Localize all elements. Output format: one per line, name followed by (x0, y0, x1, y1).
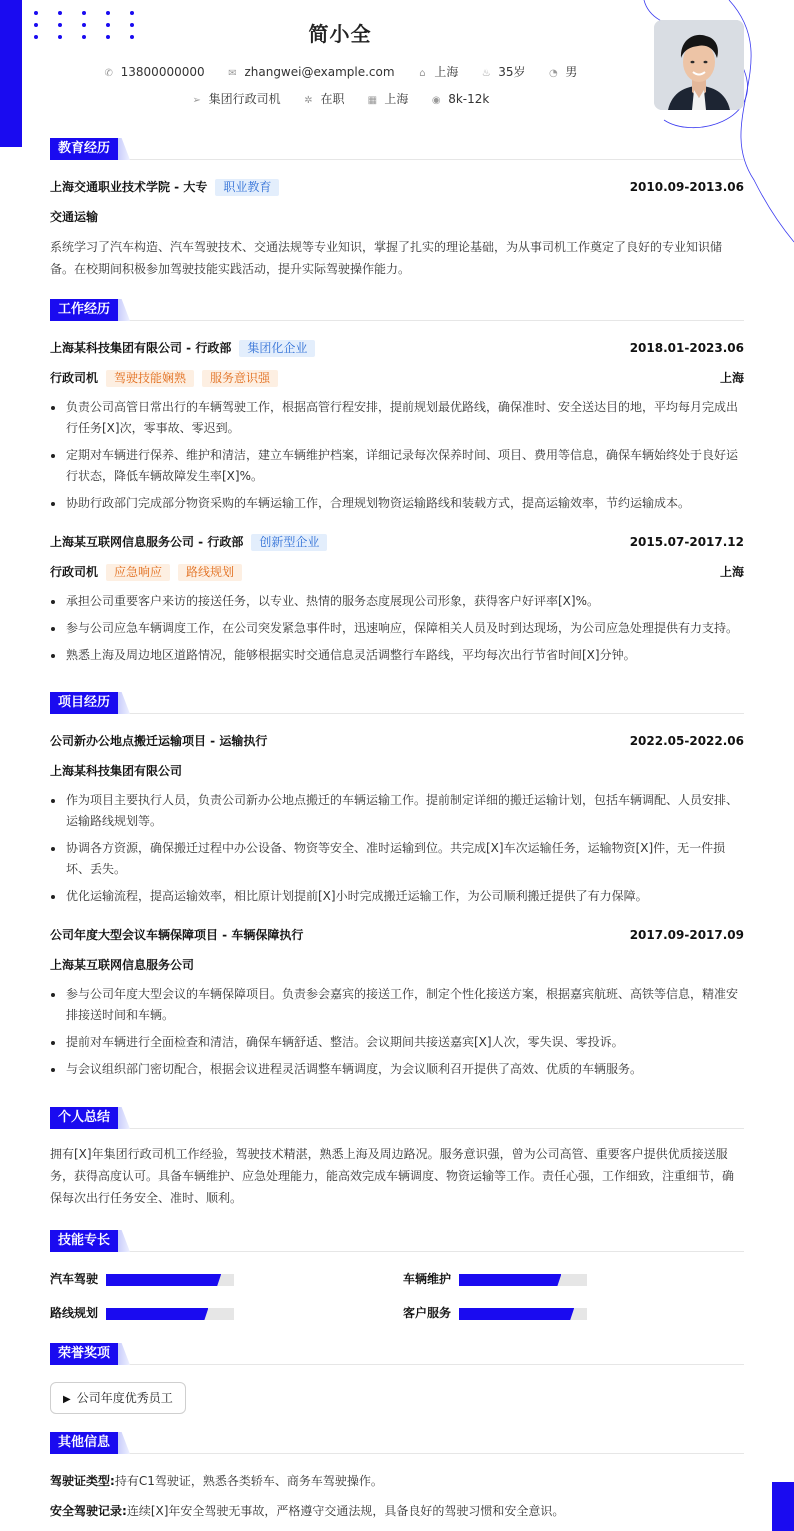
section-summary (50, 1107, 744, 1209)
skill-bar-fill (459, 1274, 561, 1286)
other-item (50, 1500, 744, 1522)
work-bullets (50, 591, 744, 666)
work-entry-1 (50, 337, 744, 520)
candidate-name: 简小全 (308, 22, 372, 46)
job-role: 行政司机 (50, 565, 99, 579)
skill-item (50, 1270, 250, 1288)
project-org: 上海某科技集团有限公司 (50, 764, 183, 778)
section-title-awards: 荣誉奖项 (50, 1343, 744, 1365)
job-role: 行政司机 (50, 371, 99, 385)
section-projects (50, 692, 744, 1076)
skill-bar (106, 1274, 234, 1286)
home-icon: ⌂ (419, 68, 426, 79)
work-entry-2 (50, 531, 744, 672)
section-skills (50, 1230, 744, 1330)
list-item: 承担公司重要客户来访的接送任务，以专业、热情的服务态度展现公司形象，获得客户好评率[X]%。 (50, 591, 744, 612)
skill-tag: 驾驶技能娴熟 (106, 370, 194, 387)
project-name: 公司新办公地点搬迁运输项目 - 运输执行 (50, 734, 268, 748)
school-tag: 职业教育 (215, 179, 279, 196)
company-name: 上海某科技集团有限公司 - 行政部 (50, 341, 232, 355)
education-date: 2010.09-2013.06 (629, 180, 744, 194)
section-title-work: 工作经历 (50, 299, 744, 321)
school-name: 上海交通职业技术学院 - 大专 (50, 180, 208, 194)
contact-gender: ◔ 男 (548, 65, 578, 79)
skill-bar-fill (106, 1274, 221, 1286)
section-title-skills: 技能专长 (50, 1230, 744, 1252)
profile-photo (654, 20, 744, 110)
gender-icon: ◔ (548, 68, 558, 79)
other-key: 安全驾驶记录: (50, 1504, 127, 1518)
skill-name: 路线规划 (50, 1306, 99, 1320)
project-entry-2 (50, 924, 744, 1086)
section-work (50, 299, 744, 662)
project-date: 2022.05-2022.06 (629, 734, 744, 748)
list-item: 作为项目主要执行人员，负责公司新办公地点搬迁的车辆运输工作。提前制定详细的搬迁运输计划，包括车辆调配、人员安排、运输路线规划等。 (50, 790, 744, 832)
section-title-education: 教育经历 (50, 138, 744, 160)
skill-bar (106, 1308, 234, 1320)
major: 交通运输 (50, 210, 99, 224)
skill-tag: 应急响应 (106, 564, 170, 581)
summary-text: 拥有[X]年集团行政司机工作经验，驾驶技术精湛，熟悉上海及周边路况。服务意识强，曾为公司高管、重要客户提供优质接送服务，获得高度认可。具备车辆维护、应急处理能力，能高效完成车辆调度、物资运输等工作。责任心强，工作细致，注重细节，确保每次出行任务安全、准时、顺利。 (50, 1147, 735, 1205)
contact-email: ✉ zhangwei@example.com (228, 65, 395, 79)
skill-item (50, 1304, 250, 1322)
contact-row (0, 63, 680, 80)
list-item: 负责公司高管日常出行的车辆驾驶工作，根据高管行程安排，提前规划最优路线，确保准时、安全送达目的地，平均每月完成出行任务[X]次，零事故、零迟到。 (50, 397, 744, 439)
list-item: 参与公司应急车辆调度工作，在公司突发紧急事件时，迅速响应，保障相关人员及时到达现场，为公司应急处理提供有力支持。 (50, 618, 744, 639)
section-title-summary: 个人总结 (50, 1107, 744, 1129)
skill-bar-fill (459, 1308, 574, 1320)
skill-item (403, 1270, 603, 1288)
other-item (50, 1470, 744, 1492)
list-item: 与会议组织部门密切配合，根据会议进程灵活调整车辆调度，为会议顺利召开提供了高效、优质的车辆服务。 (50, 1059, 744, 1080)
section-title-other: 其他信息 (50, 1432, 744, 1454)
send-icon: ➢ (192, 95, 201, 106)
work-date: 2018.01-2023.06 (629, 341, 744, 355)
work-date: 2015.07-2017.12 (629, 535, 744, 549)
job-city: 上海 (719, 371, 744, 385)
contact-phone: ✆ 13800000000 (104, 65, 205, 79)
status-icon: ✲ (304, 95, 313, 106)
list-item: 协调各方资源，确保搬迁过程中办公设备、物资等安全、准时运输到位。共完成[X]车次运输任务，运输物资[X]件，无一件损坏、丢失。 (50, 838, 744, 880)
contact-age: ♨ 35岁 (481, 65, 526, 79)
education-entry (50, 176, 744, 280)
skill-name: 汽车驾驶 (50, 1272, 99, 1286)
cake-icon: ♨ (481, 68, 491, 79)
education-desc: 系统学习了汽车构造、汽车驾驶技术、交通法规等专业知识，掌握了扎实的理论基础，为从事司机工作奠定了良好的专业知识储备。在校期间积极参加驾驶技能实践活动，提升实际驾驶操作能力。 (50, 240, 723, 276)
other-key: 驾驶证类型: (50, 1474, 115, 1488)
phone-icon: ✆ (104, 68, 113, 79)
skill-name: 车辆维护 (403, 1272, 452, 1286)
company-name: 上海某互联网信息服务公司 - 行政部 (50, 535, 244, 549)
intent-city: ▦ 上海 (367, 92, 409, 106)
job-city: 上海 (719, 565, 744, 579)
work-bullets (50, 397, 744, 514)
skill-name: 客户服务 (403, 1306, 452, 1320)
intent-position: ➢ 集团行政司机 (192, 92, 281, 106)
skill-item (403, 1304, 603, 1322)
company-tag: 集团化企业 (239, 340, 315, 357)
skill-bar-fill (106, 1308, 208, 1320)
project-org: 上海某互联网信息服务公司 (50, 958, 195, 972)
contact-city: ⌂ 上海 (416, 63, 458, 80)
skill-tag: 服务意识强 (202, 370, 278, 387)
other-value: 持有C1驾驶证，熟悉各类轿车、商务车驾驶操作。 (114, 1474, 383, 1488)
skill-tag: 路线规划 (178, 564, 242, 581)
resume-header (0, 0, 794, 130)
list-item: 熟悉上海及周边地区道路情况，能够根据实时交通信息灵活调整行车路线，平均每次出行节省时间[X]分钟。 (50, 645, 744, 666)
list-item: 优化运输流程，提高运输效率，相比原计划提前[X]小时完成搬迁运输工作，为公司顺利搬迁提供了有力保障。 (50, 886, 744, 907)
play-icon: ▶ (63, 1394, 71, 1405)
list-item: 提前对车辆进行全面检查和清洁，确保车辆舒适、整洁。会议期间共接送嘉宾[X]人次，零失误、零投诉。 (50, 1032, 744, 1053)
skill-bar (459, 1308, 587, 1320)
list-item: 协助行政部门完成部分物资采购的车辆运输工作，合理规划物资运输路线和装载方式，提高运输效率，节约运输成本。 (50, 493, 744, 514)
list-item: 定期对车辆进行保养、维护和清洁，建立车辆维护档案，详细记录每次保养时间、项目、费用等信息，确保车辆始终处于良好运行状态，降低车辆故障发生率[X]%。 (50, 445, 744, 487)
list-item: 参与公司年度大型会议的车辆保障项目。负责参会嘉宾的接送工作，制定个性化接送方案，根据嘉宾航班、高铁等信息，精准安排接送时间和车辆。 (50, 984, 744, 1026)
mail-icon: ✉ (228, 68, 237, 79)
decor-bar-right (772, 1482, 794, 1531)
award-item[interactable] (50, 1382, 186, 1414)
building-icon: ▦ (367, 95, 378, 106)
salary-icon: ◉ (431, 95, 441, 106)
project-date: 2017.09-2017.09 (629, 928, 744, 942)
intent-status: ✲ 在职 (304, 92, 345, 106)
section-other (50, 1432, 744, 1522)
intent-salary: ◉ 8k-12k (431, 92, 490, 106)
skill-bar (459, 1274, 587, 1286)
company-tag: 创新型企业 (251, 534, 327, 551)
project-bullets (50, 984, 744, 1080)
project-bullets (50, 790, 744, 907)
project-name: 公司年度大型会议车辆保障项目 - 车辆保障执行 (50, 928, 304, 942)
section-awards (50, 1343, 744, 1428)
award-label: 公司年度优秀员工 (76, 1391, 173, 1405)
section-title-projects: 项目经历 (50, 692, 744, 714)
intent-row (0, 90, 680, 107)
avatar-portrait (654, 20, 744, 110)
other-value: 连续[X]年安全驾驶无事故，严格遵守交通法规，具备良好的驾驶习惯和安全意识。 (126, 1504, 565, 1518)
project-entry-1 (50, 730, 744, 913)
section-education (50, 138, 744, 276)
